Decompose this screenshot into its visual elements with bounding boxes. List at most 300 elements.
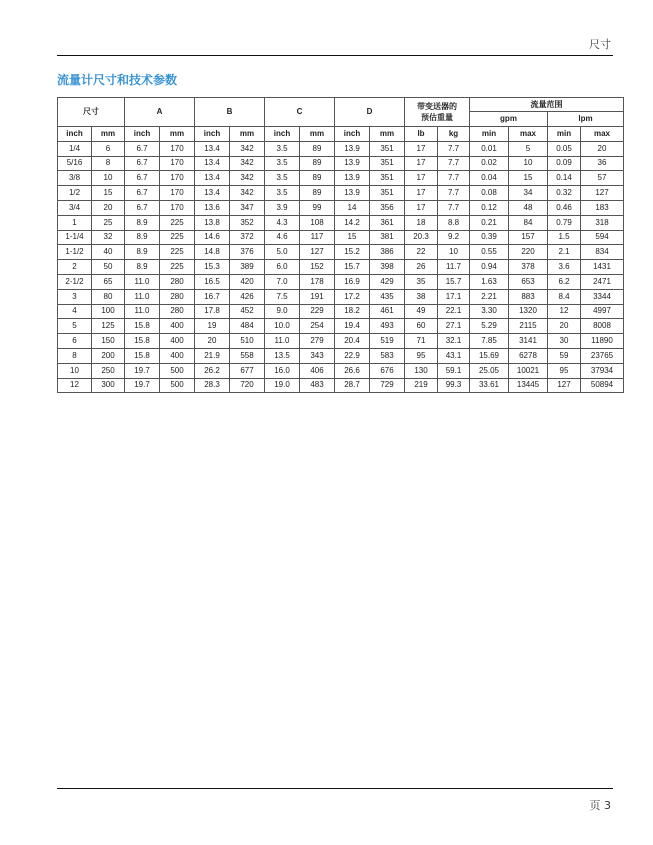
table-cell: 17.1: [438, 289, 470, 304]
table-cell: 342: [230, 141, 265, 156]
table-cell: 19.7: [125, 363, 160, 378]
table-cell: 356: [370, 200, 405, 215]
table-cell: 6.7: [125, 186, 160, 201]
table-cell: 43.1: [438, 348, 470, 363]
table-cell: 14.6: [195, 230, 230, 245]
table-cell: 220: [509, 245, 548, 260]
table-cell: 7.7: [438, 171, 470, 186]
table-cell: 15.3: [195, 260, 230, 275]
table-cell: 279: [300, 334, 335, 349]
table-cell: 2.1: [548, 245, 581, 260]
table-cell: 351: [370, 171, 405, 186]
header-gpm: gpm: [470, 112, 548, 127]
table-cell: 20: [581, 141, 624, 156]
table-cell: 583: [370, 348, 405, 363]
dimensions-spec-table: [57, 97, 624, 393]
table-cell: 389: [230, 260, 265, 275]
unit-header-cell: kg: [438, 127, 470, 142]
table-cell: 3.5: [265, 171, 300, 186]
table-cell: 130: [405, 363, 438, 378]
table-cell: 386: [370, 245, 405, 260]
table-cell: 2-1/2: [58, 274, 92, 289]
table-cell: 19.7: [125, 378, 160, 393]
table-cell: 9.0: [265, 304, 300, 319]
table-cell: 225: [160, 245, 195, 260]
table-cell: 7.7: [438, 186, 470, 201]
table-cell: 435: [370, 289, 405, 304]
table-cell: 16.9: [335, 274, 370, 289]
table-cell: 32: [92, 230, 125, 245]
table-cell: 7.85: [470, 334, 509, 349]
table-cell: 170: [160, 141, 195, 156]
table-cell: 1320: [509, 304, 548, 319]
table-cell: 0.39: [470, 230, 509, 245]
table-cell: 95: [405, 348, 438, 363]
table-cell: 50894: [581, 378, 624, 393]
table-cell: 4: [58, 304, 92, 319]
table-row: [58, 378, 624, 393]
table-cell: 351: [370, 141, 405, 156]
table-cell: 40: [92, 245, 125, 260]
footer-rule: [57, 788, 613, 789]
header-flow-range: 流量范围: [470, 98, 624, 112]
table-cell: 34: [509, 186, 548, 201]
table-cell: 0.55: [470, 245, 509, 260]
table-cell: 6.7: [125, 141, 160, 156]
table-cell: 38: [405, 289, 438, 304]
unit-header-cell: mm: [370, 127, 405, 142]
table-cell: 15: [509, 171, 548, 186]
table-cell: 10: [92, 171, 125, 186]
table-cell: 8.9: [125, 260, 160, 275]
table-cell: 519: [370, 334, 405, 349]
table-cell: 12: [58, 378, 92, 393]
table-cell: 59.1: [438, 363, 470, 378]
unit-header-cell: inch: [335, 127, 370, 142]
table-cell: 0.94: [470, 260, 509, 275]
table-cell: 13.4: [195, 141, 230, 156]
table-cell: 5: [509, 141, 548, 156]
unit-header-cell: mm: [92, 127, 125, 142]
table-cell: 5/16: [58, 156, 92, 171]
table-row: [58, 348, 624, 363]
table-cell: 13.9: [335, 141, 370, 156]
table-cell: 15.7: [438, 274, 470, 289]
table-cell: 342: [230, 186, 265, 201]
header-weight: 带变送器的 预估重量: [405, 98, 470, 127]
table-cell: 1.63: [470, 274, 509, 289]
table-cell: 37934: [581, 363, 624, 378]
table-cell: 170: [160, 171, 195, 186]
table-cell: 0.09: [548, 156, 581, 171]
table-cell: 99: [300, 200, 335, 215]
table-cell: 2471: [581, 274, 624, 289]
table-cell: 483: [300, 378, 335, 393]
table-cell: 8.9: [125, 245, 160, 260]
table-cell: 11.0: [125, 304, 160, 319]
table-cell: 0.08: [470, 186, 509, 201]
table-cell: 381: [370, 230, 405, 245]
table-cell: 0.05: [548, 141, 581, 156]
table-cell: 25.05: [470, 363, 509, 378]
table-cell: 170: [160, 156, 195, 171]
table-cell: 250: [92, 363, 125, 378]
table-row: [58, 304, 624, 319]
table-cell: 14.8: [195, 245, 230, 260]
table-cell: 0.04: [470, 171, 509, 186]
table-cell: 429: [370, 274, 405, 289]
table-cell: 0.32: [548, 186, 581, 201]
table-cell: 8.4: [548, 289, 581, 304]
table-cell: 0.46: [548, 200, 581, 215]
table-cell: 10: [438, 245, 470, 260]
table-cell: 95: [548, 363, 581, 378]
table-cell: 11890: [581, 334, 624, 349]
table-cell: 178: [300, 274, 335, 289]
table-row: [58, 245, 624, 260]
table-cell: 6: [92, 141, 125, 156]
table-cell: 510: [230, 334, 265, 349]
running-header: 尺寸: [589, 38, 611, 51]
table-cell: 484: [230, 319, 265, 334]
table-cell: 12: [548, 304, 581, 319]
table-cell: 400: [160, 348, 195, 363]
table-cell: 9.2: [438, 230, 470, 245]
table-row: [58, 171, 624, 186]
table-cell: 89: [300, 156, 335, 171]
table-cell: 426: [230, 289, 265, 304]
table-cell: 50: [92, 260, 125, 275]
table-cell: 13.9: [335, 186, 370, 201]
table-cell: 22: [405, 245, 438, 260]
table-cell: 17.2: [335, 289, 370, 304]
table-cell: 6278: [509, 348, 548, 363]
unit-header-cell: inch: [265, 127, 300, 142]
table-row: [58, 215, 624, 230]
table-cell: 13.4: [195, 186, 230, 201]
table-cell: 7.7: [438, 200, 470, 215]
table-cell: 157: [509, 230, 548, 245]
unit-header-cell: lb: [405, 127, 438, 142]
table-cell: 7.7: [438, 141, 470, 156]
page-number: 页 3: [589, 799, 611, 812]
table-cell: 20.3: [405, 230, 438, 245]
table-cell: 57: [581, 171, 624, 186]
table-cell: 225: [160, 230, 195, 245]
table-cell: 8.9: [125, 230, 160, 245]
section-title: 流量计尺寸和技术参数: [57, 73, 178, 87]
unit-header-cell: mm: [230, 127, 265, 142]
table-cell: 376: [230, 245, 265, 260]
table-cell: 1/4: [58, 141, 92, 156]
unit-header-cell: min: [548, 127, 581, 142]
table-cell: 0.02: [470, 156, 509, 171]
table-cell: 150: [92, 334, 125, 349]
table-cell: 6.7: [125, 200, 160, 215]
table-cell: 17: [405, 171, 438, 186]
unit-header-cell: max: [581, 127, 624, 142]
unit-header-cell: mm: [300, 127, 335, 142]
table-cell: 71: [405, 334, 438, 349]
table-cell: 6.7: [125, 156, 160, 171]
table-cell: 13.9: [335, 171, 370, 186]
table-cell: 13.6: [195, 200, 230, 215]
table-cell: 225: [160, 260, 195, 275]
table-cell: 59: [548, 348, 581, 363]
table-cell: 36: [581, 156, 624, 171]
table-cell: 17: [405, 200, 438, 215]
table-cell: 500: [160, 363, 195, 378]
table-cell: 351: [370, 186, 405, 201]
table-cell: 318: [581, 215, 624, 230]
table-cell: 127: [581, 186, 624, 201]
table-cell: 11.0: [125, 274, 160, 289]
table-cell: 1-1/4: [58, 230, 92, 245]
table-cell: 229: [300, 304, 335, 319]
table-cell: 280: [160, 274, 195, 289]
table-cell: 3.6: [548, 260, 581, 275]
table-cell: 16.7: [195, 289, 230, 304]
table-cell: 80: [92, 289, 125, 304]
table-cell: 183: [581, 200, 624, 215]
table-cell: 0.01: [470, 141, 509, 156]
table-cell: 343: [300, 348, 335, 363]
table-cell: 0.12: [470, 200, 509, 215]
unit-header-cell: inch: [125, 127, 160, 142]
table-cell: 352: [230, 215, 265, 230]
table-cell: 28.7: [335, 378, 370, 393]
table-cell: 834: [581, 245, 624, 260]
table-row: [58, 334, 624, 349]
table-cell: 3141: [509, 334, 548, 349]
table-cell: 35: [405, 274, 438, 289]
table-cell: 6: [58, 334, 92, 349]
header-size: 尺寸: [58, 98, 125, 127]
table-cell: 4997: [581, 304, 624, 319]
table-header-row-groups: [58, 98, 624, 112]
table-cell: 13445: [509, 378, 548, 393]
table-cell: 372: [230, 230, 265, 245]
table-cell: 1/2: [58, 186, 92, 201]
table-cell: 3: [58, 289, 92, 304]
table-cell: 280: [160, 304, 195, 319]
table-cell: 99.3: [438, 378, 470, 393]
table-cell: 5.0: [265, 245, 300, 260]
table-cell: 18.2: [335, 304, 370, 319]
table-cell: 1431: [581, 260, 624, 275]
table-cell: 11.0: [125, 289, 160, 304]
table-cell: 8.9: [125, 215, 160, 230]
table-cell: 13.4: [195, 156, 230, 171]
table-row: [58, 141, 624, 156]
table-cell: 7.5: [265, 289, 300, 304]
table-row: [58, 363, 624, 378]
table-cell: 347: [230, 200, 265, 215]
table-cell: 11.7: [438, 260, 470, 275]
table-cell: 400: [160, 334, 195, 349]
table-cell: 10021: [509, 363, 548, 378]
table-cell: 452: [230, 304, 265, 319]
table-cell: 342: [230, 156, 265, 171]
table-cell: 400: [160, 319, 195, 334]
table-cell: 89: [300, 171, 335, 186]
table-cell: 6.7: [125, 171, 160, 186]
table-cell: 60: [405, 319, 438, 334]
table-cell: 14.2: [335, 215, 370, 230]
table-cell: 8.8: [438, 215, 470, 230]
table-cell: 3.5: [265, 156, 300, 171]
table-cell: 225: [160, 215, 195, 230]
header-dimension-a: A: [125, 98, 195, 127]
table-cell: 200: [92, 348, 125, 363]
table-cell: 342: [230, 171, 265, 186]
table-body: [58, 141, 624, 393]
table-cell: 14: [335, 200, 370, 215]
table-cell: 19.0: [265, 378, 300, 393]
table-cell: 33.61: [470, 378, 509, 393]
table-cell: 883: [509, 289, 548, 304]
table-cell: 170: [160, 186, 195, 201]
table-cell: 49: [405, 304, 438, 319]
table-cell: 3344: [581, 289, 624, 304]
table-cell: 361: [370, 215, 405, 230]
table-row: [58, 260, 624, 275]
table-cell: 5.29: [470, 319, 509, 334]
table-cell: 17.8: [195, 304, 230, 319]
table-cell: 219: [405, 378, 438, 393]
table-cell: 100: [92, 304, 125, 319]
table-cell: 254: [300, 319, 335, 334]
table-cell: 5: [58, 319, 92, 334]
table-cell: 16.0: [265, 363, 300, 378]
table-cell: 22.9: [335, 348, 370, 363]
table-cell: 26.6: [335, 363, 370, 378]
table-row: [58, 289, 624, 304]
table-cell: 26.2: [195, 363, 230, 378]
table-cell: 108: [300, 215, 335, 230]
table-cell: 15: [335, 230, 370, 245]
table-cell: 22.1: [438, 304, 470, 319]
table-cell: 4.3: [265, 215, 300, 230]
table-cell: 677: [230, 363, 265, 378]
table-cell: 3.5: [265, 186, 300, 201]
table-cell: 11.0: [265, 334, 300, 349]
table-cell: 398: [370, 260, 405, 275]
table-cell: 27.1: [438, 319, 470, 334]
table-cell: 20.4: [335, 334, 370, 349]
table-cell: 127: [300, 245, 335, 260]
table-cell: 15.69: [470, 348, 509, 363]
table-cell: 15.8: [125, 348, 160, 363]
table-cell: 13.8: [195, 215, 230, 230]
table-cell: 351: [370, 156, 405, 171]
table-cell: 420: [230, 274, 265, 289]
table-cell: 152: [300, 260, 335, 275]
table-cell: 23765: [581, 348, 624, 363]
table-cell: 2: [58, 260, 92, 275]
table-cell: 191: [300, 289, 335, 304]
table-cell: 0.14: [548, 171, 581, 186]
table-cell: 8008: [581, 319, 624, 334]
table-cell: 13.4: [195, 171, 230, 186]
table-cell: 461: [370, 304, 405, 319]
table-cell: 6.0: [265, 260, 300, 275]
table-cell: 15.8: [125, 319, 160, 334]
table-cell: 16.5: [195, 274, 230, 289]
table-cell: 653: [509, 274, 548, 289]
table-cell: 15: [92, 186, 125, 201]
table-cell: 125: [92, 319, 125, 334]
table-cell: 15.2: [335, 245, 370, 260]
table-cell: 117: [300, 230, 335, 245]
unit-header-cell: mm: [160, 127, 195, 142]
table-cell: 1: [58, 215, 92, 230]
table-cell: 10: [509, 156, 548, 171]
table-cell: 3.30: [470, 304, 509, 319]
table-cell: 378: [509, 260, 548, 275]
header-dimension-b: B: [195, 98, 265, 127]
table-cell: 13.5: [265, 348, 300, 363]
unit-header-cell: inch: [58, 127, 92, 142]
table-cell: 19: [195, 319, 230, 334]
table-cell: 0.79: [548, 215, 581, 230]
table-cell: 13.9: [335, 156, 370, 171]
table-cell: 2115: [509, 319, 548, 334]
table-cell: 676: [370, 363, 405, 378]
table-cell: 3/4: [58, 200, 92, 215]
table-cell: 594: [581, 230, 624, 245]
table-cell: 32.1: [438, 334, 470, 349]
table-cell: 20: [195, 334, 230, 349]
table-cell: 17: [405, 186, 438, 201]
table-row: [58, 230, 624, 245]
table-cell: 493: [370, 319, 405, 334]
table-cell: 8: [58, 348, 92, 363]
table-cell: 26: [405, 260, 438, 275]
table-cell: 170: [160, 200, 195, 215]
table-cell: 280: [160, 289, 195, 304]
unit-header-cell: min: [470, 127, 509, 142]
unit-header-cell: max: [509, 127, 548, 142]
table-cell: 0.21: [470, 215, 509, 230]
table-cell: 10: [58, 363, 92, 378]
table-cell: 127: [548, 378, 581, 393]
table-cell: 25: [92, 215, 125, 230]
table-cell: 89: [300, 186, 335, 201]
table-cell: 2.21: [470, 289, 509, 304]
table-cell: 3/8: [58, 171, 92, 186]
table-cell: 3.9: [265, 200, 300, 215]
table-cell: 89: [300, 141, 335, 156]
table-cell: 7.7: [438, 156, 470, 171]
table-cell: 720: [230, 378, 265, 393]
table-row: [58, 200, 624, 215]
table-cell: 21.9: [195, 348, 230, 363]
header-dimension-d: D: [335, 98, 405, 127]
table-cell: 10.0: [265, 319, 300, 334]
unit-header-cell: inch: [195, 127, 230, 142]
table-row: [58, 274, 624, 289]
table-cell: 1.5: [548, 230, 581, 245]
header-rule: [57, 55, 613, 56]
table-cell: 65: [92, 274, 125, 289]
table-cell: 406: [300, 363, 335, 378]
header-lpm: lpm: [548, 112, 624, 127]
table-cell: 17: [405, 156, 438, 171]
table-cell: 84: [509, 215, 548, 230]
table-cell: 6.2: [548, 274, 581, 289]
table-cell: 729: [370, 378, 405, 393]
